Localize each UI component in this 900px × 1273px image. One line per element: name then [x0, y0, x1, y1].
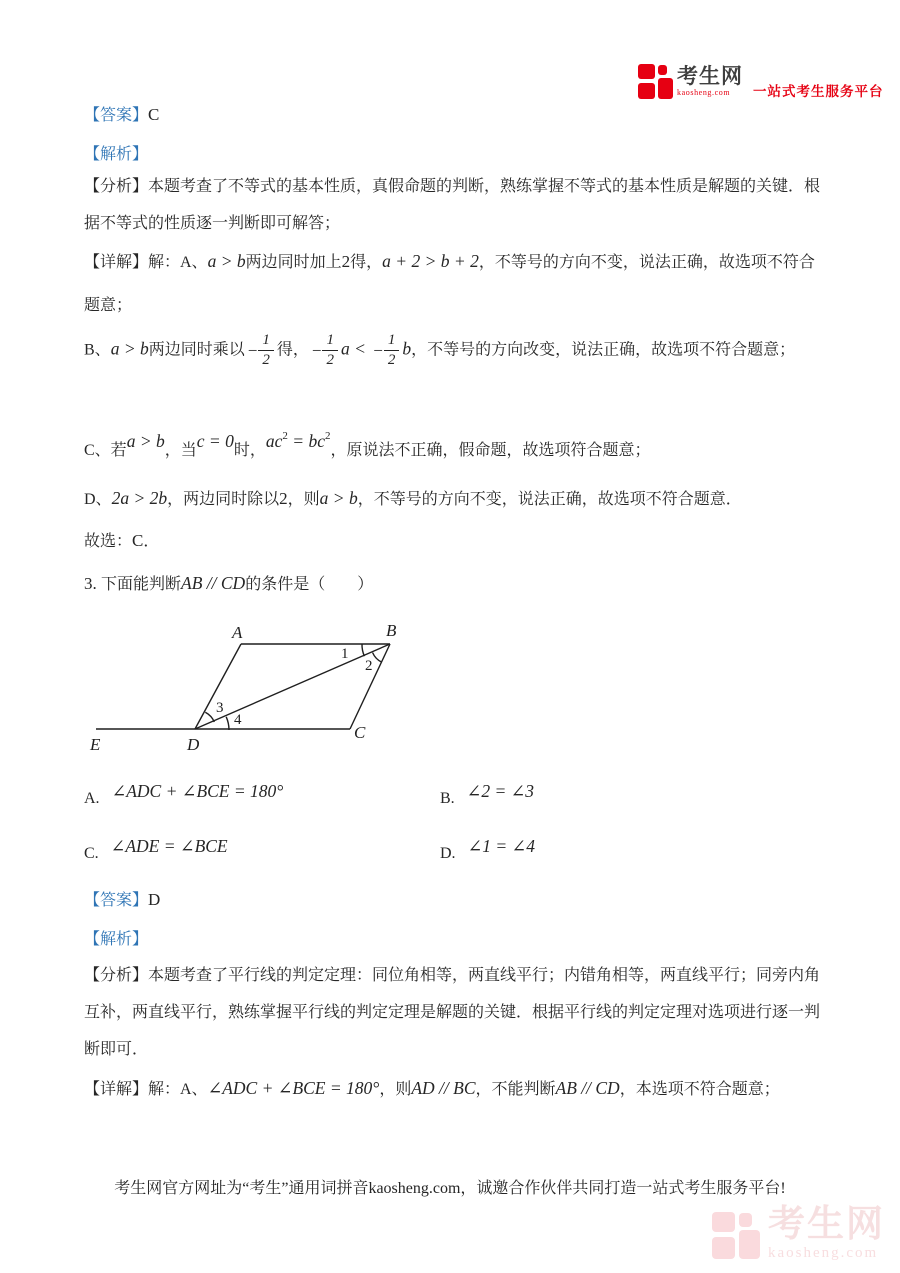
- q3-analysis-label-line: [84, 928, 148, 952]
- logo-block: [712, 1237, 735, 1259]
- q2-conclusion-line: [84, 529, 159, 554]
- segment: 得，: [276, 341, 309, 359]
- line-BC: [350, 644, 390, 729]
- segment: 2: [282, 430, 288, 442]
- angle-label-3: 3: [216, 700, 224, 716]
- segment: ∠ADC + ∠BCE = 180°: [111, 781, 284, 801]
- q3-option-d: [440, 836, 535, 866]
- q3-detail-line: [84, 1076, 780, 1102]
- logo-block: [739, 1213, 752, 1227]
- logo-block: [658, 65, 667, 75]
- segment: a > b: [207, 251, 246, 271]
- segment: 两边同时乘以: [148, 341, 245, 359]
- segment: ∠2 = ∠3: [466, 781, 535, 801]
- segment: AD // BC: [411, 1078, 476, 1098]
- segment: ，当: [164, 442, 197, 459]
- q3-title-line: [84, 571, 373, 597]
- option-expression: [112, 781, 284, 802]
- answer-value: D: [148, 890, 161, 909]
- analysis-label: 【解析】: [84, 931, 149, 948]
- segment: 两边同时加上: [245, 254, 342, 271]
- q2-detail-line-b: [84, 332, 795, 370]
- kaosheng-watermark-icon: [712, 1212, 762, 1260]
- segment: AB // CD: [555, 1078, 620, 1098]
- q2-answer-line: [84, 103, 159, 128]
- segment: ，原说法不正确，假命题，故选项符合题意；: [330, 442, 651, 459]
- segment: ∠ADE = ∠BCE: [110, 836, 228, 856]
- q2-detail-line-a2: [84, 294, 132, 318]
- segment: ，本选项不符合题意；: [619, 1081, 780, 1098]
- watermark-logo: [712, 1206, 885, 1262]
- q2-analysis-label-line: [84, 143, 148, 167]
- segment: b: [402, 338, 412, 359]
- segment: c = 0: [196, 431, 234, 451]
- segment: B、: [84, 341, 111, 359]
- logo-block: [638, 64, 655, 79]
- q2-detail-line-d: [84, 486, 742, 512]
- brand-name: 考生网: [677, 64, 743, 88]
- q3-fenxi-line-2: 互补，两直线平行，熟练掌握平行线的判定定理是解题的关键．根据平行线的判定定理对选项进行逐一判: [84, 1004, 821, 1021]
- angle-label-4: 4: [234, 712, 242, 728]
- answer-label: 【答案】: [84, 107, 149, 124]
- angle-label-2: 2: [365, 658, 373, 674]
- option-label: B.: [440, 790, 455, 807]
- option-label: C.: [84, 845, 99, 862]
- q2-detail-line-a: [84, 249, 815, 275]
- segment: ，不等号的方向不变，说法正确，故选项不符合题意．: [357, 491, 742, 508]
- angle-3-arc: [205, 712, 214, 722]
- segment: 2a > 2b: [111, 488, 168, 508]
- segment: − $\frac{1}{2}$: [248, 332, 274, 370]
- logo-block: [739, 1230, 760, 1259]
- segment: 2: [324, 430, 331, 442]
- q3-option-b: [440, 781, 535, 811]
- logo-block: [658, 78, 673, 99]
- segment: 的条件是（ ）: [245, 576, 374, 593]
- vertex-label-B: B: [386, 621, 397, 640]
- segment: 得，: [350, 254, 383, 271]
- q3-fenxi-line-1: 【分析】本题考查了平行线的判定定理：同位角相等，两直线平行；内错角相等，两直线平行；同旁内角: [84, 967, 821, 984]
- option-label: A.: [84, 790, 100, 807]
- segment: 【详解】解：A、: [84, 1081, 208, 1098]
- segment: a > b: [126, 431, 165, 451]
- angle-1-arc: [362, 644, 364, 656]
- segment: D、: [84, 491, 112, 508]
- line-DB: [195, 644, 390, 729]
- q3-fenxi-line-3: 断即可．: [84, 1041, 149, 1058]
- segment: − $\frac{1}{2}$: [312, 332, 338, 370]
- angle-label-1: 1: [341, 646, 349, 662]
- logo-text: [677, 64, 743, 97]
- brand-domain: kaosheng.com: [677, 88, 731, 97]
- segment: 题意；: [84, 297, 133, 314]
- segment: ，不能判断: [475, 1081, 556, 1098]
- segment: 【详解】解：A、: [84, 254, 208, 271]
- segment: ，两边同时除以: [167, 491, 280, 508]
- option-expression: [111, 836, 228, 857]
- q2-fenxi-line-2: 据不等式的性质逐一判断即可解答；: [84, 215, 341, 232]
- option-expression: [467, 781, 534, 802]
- watermark-domain: kaosheng.com: [768, 1245, 879, 1261]
- brand-tagline: 一站式考生服务平台: [753, 84, 884, 99]
- q3-option-a: [84, 781, 284, 811]
- segment: ，不等号的方向改变，说法正确，故选项不符合题意；: [411, 341, 796, 359]
- q3-geometry-figure: [86, 620, 420, 760]
- segment: C: [132, 531, 144, 550]
- option-expression: [468, 836, 535, 857]
- segment: 2: [341, 252, 351, 271]
- vertex-label-E: E: [90, 735, 101, 754]
- site-logo: [638, 64, 884, 100]
- segment: ．: [143, 533, 160, 550]
- segment: ，则: [287, 491, 320, 508]
- segment: 时，: [233, 442, 266, 459]
- kaosheng-logo-icon: [638, 64, 672, 100]
- angle-2-arc: [373, 653, 382, 663]
- footer-text: 考生网官方网址为“考生”通用词拼音kaosheng.com，诚邀合作伙伴共同打造一站式考生服务平台!: [114, 1180, 786, 1197]
- vertex-label-C: C: [354, 723, 366, 742]
- segment: 3.: [84, 574, 101, 593]
- segment: ，则: [379, 1081, 412, 1098]
- segment: ，不等号的方向不变，说法正确，故选项不符合: [478, 254, 815, 271]
- segment: ac: [265, 431, 283, 451]
- option-label: D.: [440, 845, 456, 862]
- segment: ∠1 = ∠4: [467, 836, 535, 856]
- watermark-text: [768, 1206, 885, 1262]
- logo-block: [712, 1212, 735, 1232]
- segment: − $\frac{1}{2}$: [373, 332, 399, 370]
- vertex-label-D: D: [187, 735, 200, 754]
- segment: a + 2 > b + 2: [382, 251, 479, 271]
- q2-fenxi-line-1: 【分析】本题考查了不等式的基本性质，真假命题的判断，熟练掌握不等式的基本性质是解题的关键．根: [84, 178, 821, 195]
- segment: a > b: [110, 338, 149, 359]
- q3-answer-line: [84, 888, 160, 913]
- segment: = bc: [287, 431, 325, 451]
- vertex-label-A: A: [232, 623, 243, 642]
- segment: C、若: [84, 442, 127, 459]
- segment: AB // CD: [181, 573, 246, 593]
- answer-value: C: [148, 105, 160, 124]
- segment: 下面能判断: [101, 576, 182, 593]
- angle-4-arc: [226, 717, 229, 730]
- segment: a > b: [319, 488, 358, 508]
- watermark-brand: 考生网: [768, 1204, 885, 1245]
- answer-label: 【答案】: [84, 892, 149, 909]
- segment: a <: [340, 338, 371, 359]
- q3-option-c: [84, 836, 228, 866]
- analysis-label: 【解析】: [84, 146, 149, 163]
- logo-block: [638, 83, 655, 99]
- q2-detail-line-c: [84, 432, 650, 463]
- segment: ∠ADC + ∠BCE = 180°: [207, 1078, 380, 1098]
- segment: 故选：: [84, 533, 133, 550]
- segment: 2: [279, 489, 288, 508]
